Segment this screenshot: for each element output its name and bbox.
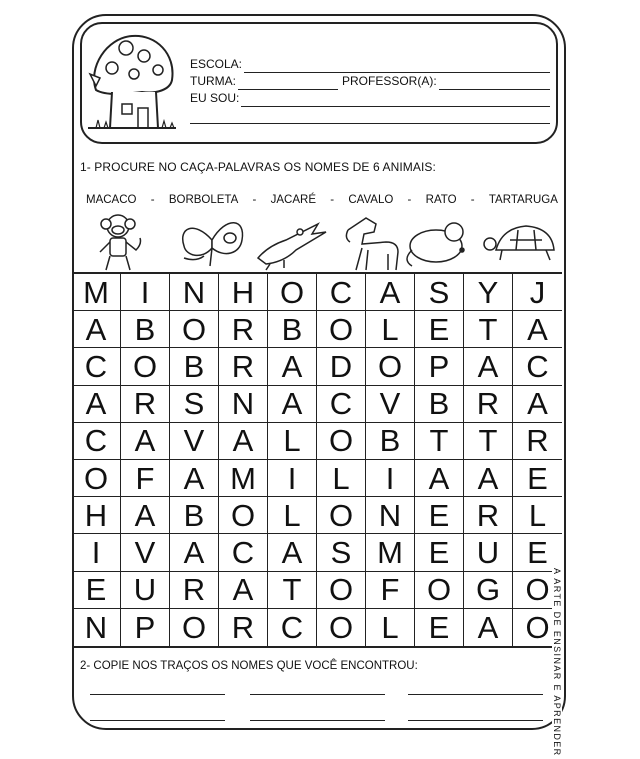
professor-label: PROFESSOR(A):	[342, 74, 437, 88]
grid-cell[interactable]: A	[219, 572, 268, 609]
professor-line	[439, 77, 550, 90]
mushroom-house-icon	[86, 28, 178, 140]
grid-cell[interactable]: L	[513, 497, 562, 534]
grid-cell[interactable]: C	[72, 348, 121, 385]
grid-cell[interactable]: D	[317, 348, 366, 385]
grid-cell[interactable]: P	[415, 348, 464, 385]
separator: -	[330, 194, 335, 206]
animal-word-list	[86, 194, 558, 206]
header-fields	[190, 56, 550, 124]
separator: -	[150, 194, 155, 206]
grid-cell[interactable]: A	[464, 460, 513, 497]
grid-cell[interactable]: O	[317, 609, 366, 646]
grid-cell[interactable]: A	[170, 460, 219, 497]
grid-cell[interactable]: M	[72, 274, 121, 311]
grid-cell[interactable]: A	[268, 386, 317, 423]
separator: -	[252, 194, 257, 206]
escola-label: ESCOLA:	[190, 57, 243, 71]
side-credit: A ARTE DE ENSINAR E APRENDER	[552, 568, 562, 757]
grid-cell[interactable]: H	[72, 497, 121, 534]
grid-cell[interactable]: E	[72, 572, 121, 609]
grid-cell[interactable]: O	[317, 572, 366, 609]
grid-cell[interactable]: A	[268, 348, 317, 385]
grid-cell[interactable]: V	[170, 423, 219, 460]
grid-cell[interactable]: A	[464, 609, 513, 646]
grid-cell[interactable]: O	[415, 572, 464, 609]
answer-line[interactable]	[250, 694, 385, 695]
grid-cell[interactable]: O	[317, 423, 366, 460]
grid-cell[interactable]: O	[317, 311, 366, 348]
header-box	[80, 22, 558, 144]
grid-cell[interactable]: A	[121, 497, 170, 534]
separator: -	[470, 194, 475, 206]
grid-cell[interactable]: O	[170, 311, 219, 348]
grid-cell[interactable]: I	[366, 460, 415, 497]
grid-cell[interactable]: O	[219, 497, 268, 534]
grid-cell[interactable]: R	[513, 423, 562, 460]
grid-cell[interactable]: T	[464, 423, 513, 460]
answer-line[interactable]	[250, 720, 385, 721]
grid-cell[interactable]: N	[170, 274, 219, 311]
answer-line[interactable]	[408, 694, 543, 695]
grid-cell[interactable]: H	[219, 274, 268, 311]
grid-cell[interactable]: N	[72, 609, 121, 646]
grid-cell[interactable]: O	[268, 274, 317, 311]
turma-line	[238, 77, 338, 90]
grid-cell[interactable]: E	[415, 534, 464, 571]
grid-cell[interactable]: U	[464, 534, 513, 571]
grid-cell[interactable]: B	[121, 311, 170, 348]
grid-cell[interactable]: E	[513, 460, 562, 497]
grid-cell[interactable]: B	[170, 348, 219, 385]
grid-cell[interactable]: O	[525, 609, 550, 645]
escola-row	[190, 56, 550, 73]
eusou-label: EU SOU:	[190, 91, 240, 105]
grid-cell[interactable]: S	[415, 274, 464, 311]
grid-cell[interactable]: R	[219, 311, 268, 348]
grid-cell[interactable]: T	[464, 311, 513, 348]
grid-cell[interactable]: L	[366, 311, 415, 348]
grid-cell[interactable]: V	[366, 386, 415, 423]
grid-cell[interactable]: N	[219, 386, 268, 423]
extra-line	[190, 109, 550, 124]
grid-cell[interactable]: E	[415, 609, 464, 646]
question-2-text: 2- COPIE NOS TRAÇOS OS NOMES QUE VOCÊ ENCONTROU:	[80, 660, 418, 672]
grid-cell[interactable]: L	[366, 609, 415, 646]
question-1-text: 1- PROCURE NO CAÇA-PALAVRAS OS NOMES DE 6 ANIMAIS:	[80, 160, 436, 174]
grid-cell[interactable]: O	[121, 348, 170, 385]
grid-cell[interactable]: M	[366, 534, 415, 571]
grid-cell[interactable]: A	[72, 386, 121, 423]
grid-cell[interactable]: T	[268, 572, 317, 609]
animal-word: TARTARUGA	[488, 194, 558, 206]
grid-cell[interactable]: L	[268, 497, 317, 534]
monkey-icon	[100, 215, 141, 270]
grid-cell[interactable]: O	[170, 609, 219, 646]
grid-cell[interactable]: T	[415, 423, 464, 460]
grid-cell[interactable]: I	[268, 460, 317, 497]
grid-cell[interactable]: A	[170, 534, 219, 571]
grid-cell[interactable]: B	[366, 423, 415, 460]
grid-cell[interactable]: V	[121, 534, 170, 571]
grid-cell[interactable]: C	[219, 534, 268, 571]
butterfly-icon	[183, 223, 243, 266]
grid-cell[interactable]: J	[513, 274, 562, 311]
grid-cell[interactable]: O	[72, 460, 121, 497]
grid-cell[interactable]: O	[366, 348, 415, 385]
grid-cell[interactable]: A	[121, 423, 170, 460]
grid-cell[interactable]: B	[415, 386, 464, 423]
grid-cell[interactable]: L	[268, 423, 317, 460]
eusou-row	[190, 90, 550, 107]
grid-cell[interactable]: I	[72, 534, 121, 571]
separator: -	[407, 194, 412, 206]
grid-cell[interactable]: P	[121, 609, 170, 646]
answer-lines	[90, 682, 540, 722]
grid-cell[interactable]: L	[317, 460, 366, 497]
word-search-grid	[72, 272, 562, 648]
grid-cell[interactable]: M	[219, 460, 268, 497]
grid-cell[interactable]: F	[121, 460, 170, 497]
grid-cell[interactable]: N	[366, 497, 415, 534]
animal-word: BORBOLETA	[168, 194, 239, 206]
answer-line[interactable]	[408, 720, 543, 721]
grid-cell[interactable]: S	[317, 534, 366, 571]
escola-line	[244, 60, 550, 73]
grid-cell[interactable]: C	[317, 386, 366, 423]
grid-cell[interactable]: A	[415, 460, 464, 497]
horse-icon	[346, 218, 398, 270]
grid-cell[interactable]: O	[317, 497, 366, 534]
grid-cell[interactable]: R	[219, 609, 268, 646]
animal-illustrations	[86, 210, 558, 272]
grid-cell[interactable]: B	[268, 311, 317, 348]
turma-row	[190, 73, 550, 90]
eusou-line	[241, 94, 550, 107]
grid-cell[interactable]: R	[170, 572, 219, 609]
turtle-icon	[484, 226, 554, 260]
grid-cell[interactable]: B	[170, 497, 219, 534]
animal-word: RATO	[425, 194, 457, 206]
animal-word: MACACO	[86, 194, 137, 206]
grid-cell[interactable]: U	[121, 572, 170, 609]
grid-cell[interactable]: O	[513, 572, 562, 609]
grid-cell[interactable]: C	[268, 609, 317, 646]
grid-cell[interactable]: A	[219, 423, 268, 460]
animal-word: CAVALO	[348, 194, 394, 206]
grid-cell[interactable]: E	[415, 311, 464, 348]
grid-cell[interactable]: A	[268, 534, 317, 571]
grid-cell[interactable]: F	[366, 572, 415, 609]
animal-word: JACARÉ	[270, 194, 316, 206]
grid-cell[interactable]: C	[317, 274, 366, 311]
grid-cell[interactable]: E	[415, 497, 464, 534]
grid-cell[interactable]: I	[121, 274, 170, 311]
turma-label: TURMA:	[190, 74, 236, 88]
answer-line[interactable]	[90, 720, 225, 721]
grid-cell[interactable]: C	[72, 423, 121, 460]
grid-cell[interactable]: Y	[464, 274, 513, 311]
grid-cell[interactable]: R	[121, 386, 170, 423]
grid-cell[interactable]: G	[464, 572, 513, 609]
alligator-icon	[258, 224, 326, 270]
grid-cell[interactable]: E	[513, 534, 562, 571]
answer-line[interactable]	[90, 694, 225, 695]
grid-cell[interactable]: A	[72, 311, 121, 348]
grid-cell[interactable]: A	[464, 348, 513, 385]
grid-cell[interactable]: S	[170, 386, 219, 423]
grid-cell[interactable]: A	[513, 386, 562, 423]
grid-cell[interactable]: A	[366, 274, 415, 311]
grid-cell[interactable]: A	[513, 311, 562, 348]
grid-cell[interactable]: R	[464, 497, 513, 534]
grid-cell[interactable]: R	[464, 386, 513, 423]
grid-cell[interactable]: C	[513, 348, 562, 385]
rat-icon	[407, 223, 464, 266]
grid-cell[interactable]: R	[219, 348, 268, 385]
